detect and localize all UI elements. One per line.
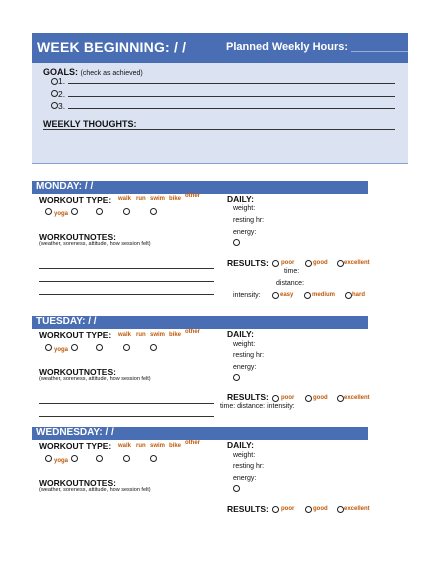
wednesday-workout-type-label: WORKOUT TYPE: [39, 441, 112, 451]
week-header [32, 33, 413, 63]
tuesday-header [32, 316, 368, 329]
wednesday-type-bike: bike [169, 443, 182, 449]
monday-type-run: run [136, 196, 146, 202]
tuesday-poor-radio[interactable] [272, 395, 279, 402]
monday-time-label: time: [284, 268, 300, 275]
tuesday-daily-label: DAILY: [227, 329, 254, 339]
wednesday-result-poor: poor [281, 506, 295, 512]
tuesday-excellent-radio[interactable] [337, 395, 344, 402]
monday-intensity-medium: medium [312, 292, 336, 298]
tuesday-energy-radio[interactable] [233, 374, 240, 381]
tuesday-yoga-radio[interactable] [45, 344, 52, 351]
tuesday-notes-line-2[interactable] [39, 416, 214, 417]
wednesday-result-excellent: excellent [344, 506, 370, 512]
monday-run-radio[interactable] [96, 208, 103, 215]
planned-hours-label: Planned Weekly Hours: __________ [226, 41, 413, 53]
monday-intensity-label: intensity: [233, 292, 261, 299]
tuesday-type-other: other [185, 329, 200, 335]
goal-3-number: 3. [58, 101, 66, 111]
monday-type-bike: bike [169, 196, 182, 202]
wednesday-good-radio[interactable] [305, 506, 312, 513]
monday-title: MONDAY: / / [36, 181, 94, 192]
wednesday-bike-radio[interactable] [150, 455, 157, 462]
monday-workout-type-label: WORKOUT TYPE: [39, 195, 112, 205]
tuesday-notes-hint: (weather, soreness, attitude, how session felt) [39, 376, 151, 382]
monday-results-label: RESULTS: [227, 258, 269, 268]
monday-result-excellent: excellent [344, 260, 370, 266]
monday-walk-radio[interactable] [71, 208, 78, 215]
tuesday-good-radio[interactable] [305, 395, 312, 402]
monday-medium-radio[interactable] [304, 292, 311, 299]
wednesday-resting-label: resting hr: [233, 463, 265, 470]
monday-notes-line-2[interactable] [39, 281, 214, 282]
monday-notes-line-1[interactable] [39, 268, 214, 269]
tuesday-walk-radio[interactable] [71, 344, 78, 351]
tuesday-type-swim: swim [150, 332, 166, 338]
goal-1-number: 1. [58, 76, 66, 86]
monday-intensity-hard: hard [352, 292, 366, 298]
tuesday-type-bike: bike [169, 332, 182, 338]
wednesday-daily-label: DAILY: [227, 440, 254, 450]
week-beginning-title: WEEK BEGINNING: / / [37, 39, 187, 55]
tuesday-type-run: run [136, 332, 146, 338]
wednesday-header [32, 427, 368, 440]
tuesday-bike-radio[interactable] [150, 344, 157, 351]
monday-notes-line-3[interactable] [39, 294, 214, 295]
monday-resting-label: resting hr: [233, 217, 265, 224]
monday-bike-radio[interactable] [150, 208, 157, 215]
goal-3-line[interactable] [68, 108, 395, 109]
wednesday-notes-label: WORKOUTNOTES: [39, 478, 116, 488]
tuesday-weight-label: weight: [233, 341, 256, 348]
tuesday-result-poor: poor [281, 395, 295, 401]
wednesday-result-good: good [313, 506, 328, 512]
tuesday-results-label: RESULTS: [227, 392, 269, 402]
monday-type-swim: swim [150, 196, 166, 202]
tuesday-notes-label: WORKOUTNOTES: [39, 367, 116, 377]
monday-yoga-radio[interactable] [45, 208, 52, 215]
wednesday-type-walk: walk [118, 443, 132, 449]
monday-poor-radio[interactable] [272, 260, 279, 267]
monday-type-other: other [185, 193, 200, 199]
monday-easy-radio[interactable] [272, 292, 279, 299]
goal-2-checkbox[interactable] [51, 90, 58, 97]
goals-section [32, 63, 408, 163]
tuesday-type-yoga: yoga [54, 347, 69, 353]
monday-notes-label: WORKOUTNOTES: [39, 232, 116, 242]
monday-intensity-easy: easy [280, 292, 294, 298]
tuesday-swim-radio[interactable] [123, 344, 130, 351]
wednesday-type-yoga: yoga [54, 458, 69, 464]
wednesday-notes-hint: (weather, soreness, attitude, how session felt) [39, 487, 151, 493]
section-divider [32, 163, 408, 180]
monday-good-radio[interactable] [305, 260, 312, 267]
monday-result-good: good [313, 260, 328, 266]
tuesday-notes-line-1[interactable] [39, 403, 214, 404]
tuesday-resting-label: resting hr: [233, 352, 265, 359]
monday-energy-radio[interactable] [233, 239, 240, 246]
wednesday-yoga-radio[interactable] [45, 455, 52, 462]
tuesday-type-walk: walk [118, 332, 132, 338]
goal-2-number: 2. [58, 89, 66, 99]
monday-energy-label: energy: [233, 229, 257, 236]
tuesday-run-radio[interactable] [96, 344, 103, 351]
monday-distance-label: distance: [276, 280, 305, 287]
monday-hard-radio[interactable] [345, 292, 352, 299]
wednesday-results-label: RESULTS: [227, 504, 269, 514]
wednesday-run-radio[interactable] [96, 455, 103, 462]
wednesday-poor-radio[interactable] [272, 506, 279, 513]
monday-weight-label: weight: [233, 205, 256, 212]
monday-type-yoga: yoga [54, 211, 69, 217]
goals-label: GOALS: (check as achieved) [43, 67, 143, 77]
wednesday-type-run: run [136, 443, 146, 449]
tuesday-result-good: good [313, 395, 328, 401]
weekly-thoughts-line[interactable] [43, 129, 395, 130]
wednesday-type-swim: swim [150, 443, 166, 449]
goal-1-checkbox[interactable] [51, 78, 58, 85]
wednesday-title: WEDNESDAY: / / [36, 427, 114, 438]
monday-result-poor: poor [281, 260, 295, 266]
tuesday-energy-label: energy: [233, 364, 257, 371]
wednesday-energy-label: energy: [233, 475, 257, 482]
goal-3-checkbox[interactable] [51, 102, 58, 109]
tuesday-workout-type-label: WORKOUT TYPE: [39, 330, 112, 340]
monday-type-walk: walk [118, 196, 132, 202]
weekly-thoughts-label: WEEKLY THOUGHTS: [43, 119, 137, 129]
tuesday-result-excellent: excellent [344, 395, 370, 401]
monday-excellent-radio[interactable] [337, 260, 344, 267]
tuesday-time-distance-intensity: time: distance: intensity: [220, 403, 295, 410]
monday-swim-radio[interactable] [123, 208, 130, 215]
goals-hint: (check as achieved) [80, 70, 143, 77]
wednesday-swim-radio[interactable] [123, 455, 130, 462]
monday-header [32, 181, 368, 194]
tuesday-title: TUESDAY: / / [36, 316, 97, 327]
goal-1-line[interactable] [68, 83, 395, 84]
wednesday-walk-radio[interactable] [71, 455, 78, 462]
wednesday-weight-label: weight: [233, 452, 256, 459]
wednesday-energy-radio[interactable] [233, 485, 240, 492]
monday-notes-hint: (weather, soreness, attitude, how session felt) [39, 241, 151, 247]
monday-daily-label: DAILY: [227, 194, 254, 204]
wednesday-excellent-radio[interactable] [337, 506, 344, 513]
wednesday-type-other: other [185, 440, 200, 446]
goal-2-line[interactable] [68, 96, 395, 97]
